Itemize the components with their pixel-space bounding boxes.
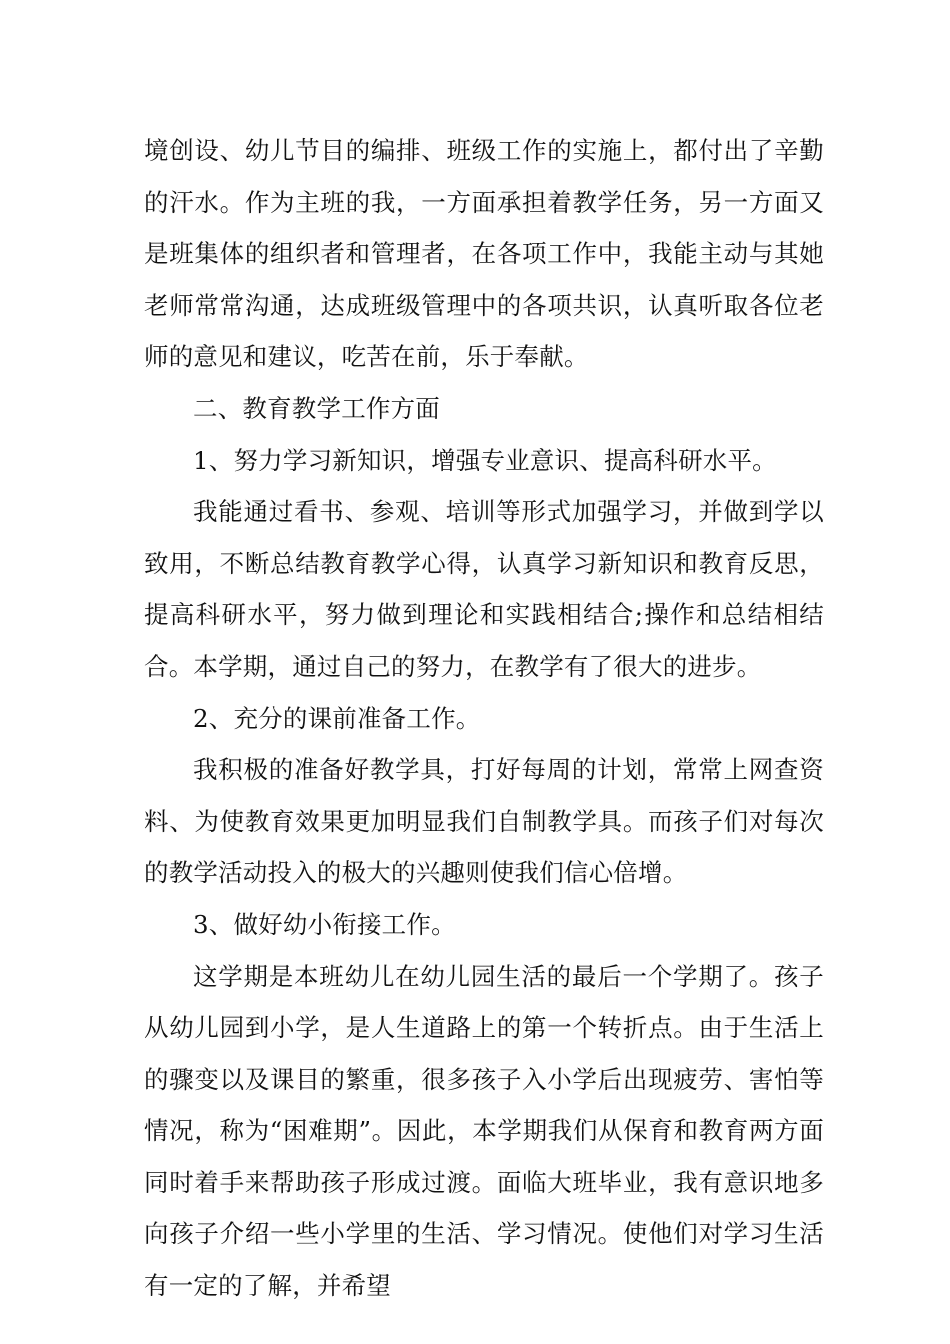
- document-body: [144, 125, 824, 1312]
- subheading-3: 3、做好幼小衔接工作。: [193, 909, 456, 939]
- paragraph-continuation: 境创设、幼儿节目的编排、班级工作的实施上，都付出了辛勤的汗水。作为主班的我，一方面承担着教学任务，另一方面又是班集体的组织者和管理者，在各项工作中，我能主动与其她老师常常沟通，达成班级管理中的各项共识，认真听取各位老师的意见和建议，吃苦在前，乐于奉献。: [144, 136, 824, 372]
- subheading-1: 1、努力学习新知识，增强专业意识、提高科研水平。: [193, 445, 777, 475]
- section-heading-teaching: 二、教育教学工作方面: [193, 393, 440, 423]
- paragraph-learning: 我能通过看书、参观、培训等形式加强学习，并做到学以致用，不断总结教育教学心得，认真学习新知识和教育反思，提高科研水平，努力做到理论和实践相结合;操作和总结相结合。本学期，通过自己的努力，在教学有了很大的进步。: [144, 497, 824, 681]
- paragraph-preparation: 我积极的准备好教学具，打好每周的计划，常常上网查资料、为使教育效果更加明显我们自制教学具。而孩子们对每次的教学活动投入的极大的兴趣则使我们信心倍增。: [144, 755, 824, 888]
- subheading-2: 2、充分的课前准备工作。: [193, 703, 481, 733]
- paragraph-transition: 这学期是本班幼儿在幼儿园生活的最后一个学期了。孩子从幼儿园到小学，是人生道路上的第一个转折点。由于生活上的骤变以及课目的繁重，很多孩子入小学后出现疲劳、害怕等情况，称为“困难期”。因此，本学期我们从保育和教育两方面同时着手来帮助孩子形成过渡。面临大班毕业，我有意识地多向孩子介绍一些小学里的生活、学习情况。使他们对学习生活有一定的了解，并希望: [144, 961, 824, 1301]
